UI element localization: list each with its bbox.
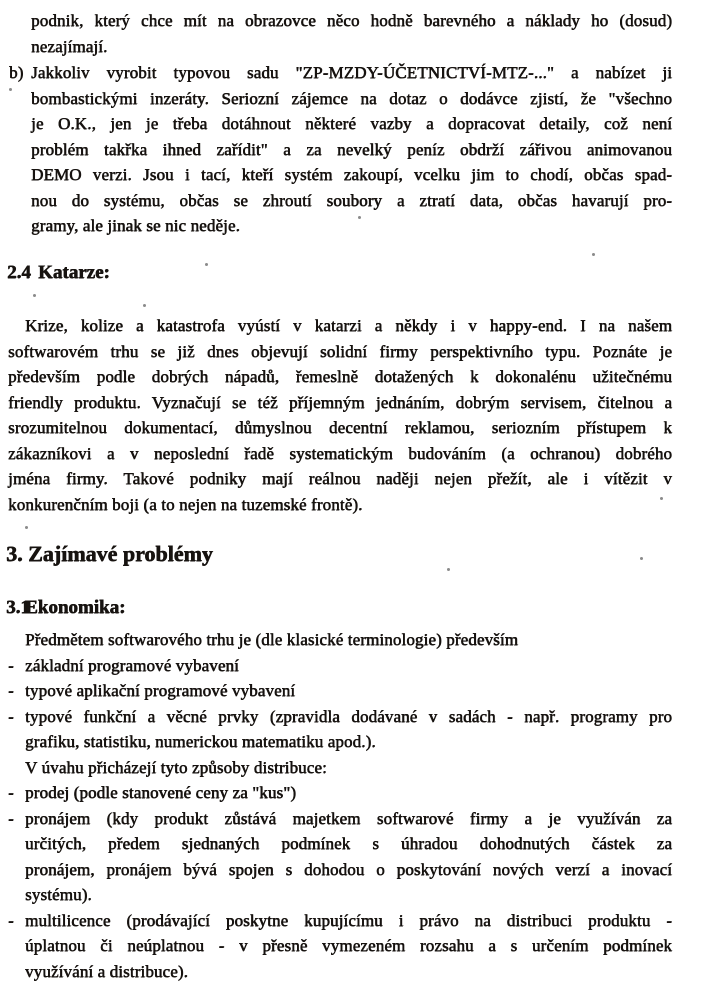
text-line: srozumitelnou dokumentací, důmyslnou decentní reklamou, seriozním přístupem k [8, 418, 672, 437]
text-line: Předmětem softwarového trhu je (dle klasické terminologie) především [25, 630, 518, 649]
bullet-dash: - [8, 706, 14, 726]
text-line: bombastickými inzeráty. Seriozní zájemce na dotaz o dodávce zjistí, že "všechno [31, 88, 672, 108]
list-row [8, 678, 672, 704]
bullet-dash: - [8, 783, 14, 802]
scan-speck [205, 263, 208, 266]
paragraph-katarze [8, 313, 672, 517]
list-marker: b) [9, 63, 24, 82]
text-line: typové aplikační programové vybavení [25, 681, 296, 700]
list-row [25, 755, 672, 781]
text-line: typové funkční a věcné prvky (zpravidla dodávané v sadách - např. programy pro [25, 706, 672, 726]
bullet-dash: - [8, 808, 14, 828]
heading-number: 2.4 [7, 262, 31, 283]
text-line: podnik, který chce mít na obrazovce něco hodně barevného a náklady ho (dosud) [31, 11, 672, 30]
text-line: friendly produktu. Vyznačují se též příjemným jednáním, dobrým servisem, čitelnou a [8, 392, 672, 412]
list-row [25, 627, 672, 653]
heading-label: Katarze: [38, 262, 110, 283]
list-row [25, 729, 672, 755]
scan-speck [640, 557, 643, 560]
text-line: prodej (podle stanovené ceny za "kus") [25, 783, 296, 802]
text-line: určitých, předem sjednaných podmínek s úhradou dohodnutých částek za [25, 834, 672, 853]
bullet-dash: - [8, 681, 14, 700]
list-row [25, 857, 672, 883]
text-line: nezajímají. [31, 36, 108, 56]
scan-speck [33, 294, 36, 297]
scan-speck [447, 568, 450, 571]
heading-label: Ekonomika: [25, 597, 126, 618]
list-row [25, 933, 672, 959]
text-line: systému). [25, 885, 92, 904]
heading-label: Zajímavé problémy [28, 541, 213, 566]
scan-speck [143, 304, 146, 307]
text-line: je O.K., jen je třeba dotáhnout některé vazby a dopracovat detaily, což není [31, 114, 672, 133]
text-line: jména firmy. Takové podniky mají reálnou naději nejen přežít, ale i vítězit v [8, 469, 672, 488]
text-line: konkurenčním boji (a to nejen na tuzemské frontě). [8, 494, 363, 514]
text-line: grafiku, statistiku, numerickou matematiku apod.). [25, 732, 376, 751]
paragraph-a-continuation [31, 8, 672, 59]
scan-speck [592, 253, 595, 256]
list-row [25, 831, 672, 857]
text-line: Jakkoliv vyrobit typovou sadu "ZP-MZDY-ÚČETNICTVÍ-MTZ-..." a nabízet ji [31, 63, 672, 82]
text-line: problém takřka ihned zařídit" a za nevelký peníz obdrží zářivou animovanou [31, 139, 672, 159]
list-row [8, 653, 672, 679]
text-line: především podle dobrých nápadů, řemeslně dotažených k dokonalénu užitečnému [8, 367, 672, 386]
text-line: Krize, kolize a katastrofa vyústí v katarzi a někdy i v happy-end. I na našem [25, 316, 672, 335]
scan-speck [9, 88, 12, 91]
bullet-dash: - [8, 910, 14, 930]
list-row [25, 882, 672, 908]
heading-number: 3.1 [6, 597, 30, 618]
text-line: úplatnou či neúplatnou - v přesně vymezeném rozsahu a s určením podmínek [25, 936, 672, 955]
list-row [8, 780, 672, 806]
text-line: gramy, ale jinak se nic neděje. [31, 216, 240, 235]
text-line: V úvahu přicházejí tyto způsoby distribuce: [25, 757, 327, 777]
list-row [8, 908, 672, 934]
text-line: základní programové vybavení [25, 655, 239, 675]
heading-number: 3. [6, 541, 23, 566]
list-row [8, 806, 672, 832]
list-item-b [9, 60, 672, 239]
section-3-1-content [8, 627, 672, 984]
text-line: softwarovém trhu se již dnes objevují solidní firmy perspektivního typu. Poznáte je [8, 341, 672, 361]
text-line: DEMO verzi. Jsou i tací, kteří systém zakoupí, vcelku jim to chodí, občas spad- [31, 165, 672, 184]
text-line: pronájem (kdy produkt zůstává majetkem softwarové firmy a je využíván za [25, 808, 672, 828]
text-line: využívání a distribuce). [25, 961, 188, 981]
text-line: zákazníkovi a v neposlední řadě systematickým budováním (a ochranou) dobrého [8, 443, 672, 463]
text-line: pronájem, pronájem bývá spojen s dohodou o poskytování nových verzí a inovací [25, 859, 672, 879]
bullet-dash: - [8, 655, 14, 675]
text-line: nou do systému, občas se zhroutí soubory a ztratí data, občas havarují pro- [31, 190, 672, 210]
list-row [8, 704, 672, 730]
text-line: multilicence (prodávající poskytne kupujícímu i právo na distribuci produktu - [25, 910, 672, 930]
scan-speck [25, 526, 28, 529]
list-row [25, 959, 672, 985]
